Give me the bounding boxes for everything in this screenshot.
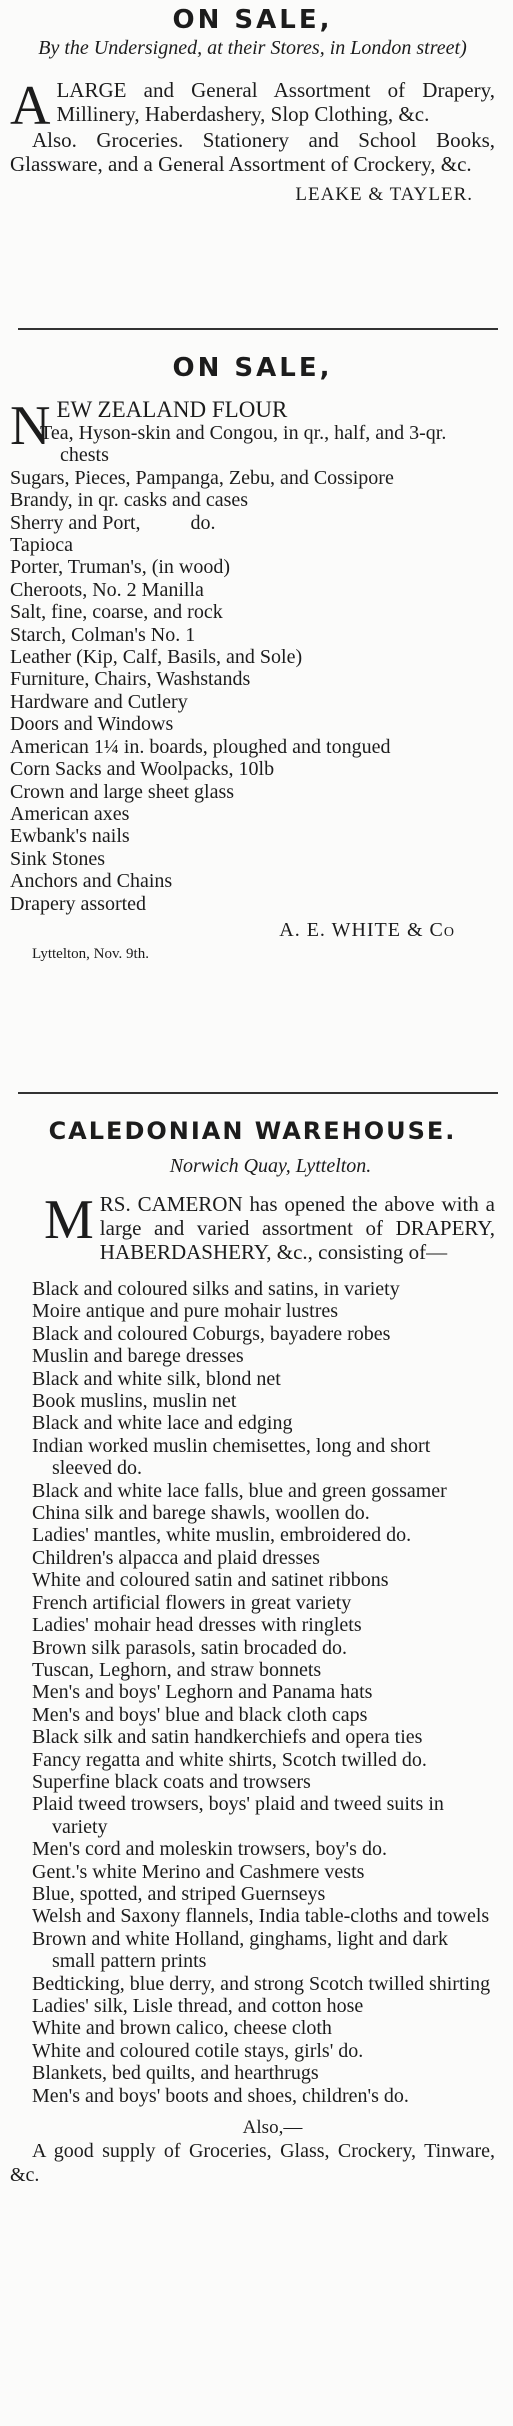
list-item: Ewbank's nails [10,825,130,848]
ad2-heading: ON SALE, [172,353,333,383]
list-item: Blue, spotted, and striped Guernseys [32,1882,326,1905]
list-item: Men's and boys' blue and black cloth caps [32,1703,368,1726]
ad2-dateline: Lyttelton, Nov. 9th. [32,945,149,962]
list-item: Superfine black coats and trowsers [32,1770,311,1793]
list-item: Children's alpacca and plaid dresses [32,1546,320,1569]
ad3-dropcap: M [44,1189,94,1251]
list-item: Ladies' mantles, white muslin, embroidered do. [32,1524,412,1547]
ad3-closing: A good supply of Groceries, Glass, Crockery, Tinware, &c. [10,2140,495,2187]
divider-2 [18,1092,498,1094]
list-item: Brown silk parasols, satin brocaded do. [32,1636,347,1659]
advertisement-leake-tayler [10,4,495,206]
ad3-item-list [10,1278,495,2107]
list-item: Tuscan, Leghorn, and straw bonnets [32,1658,322,1681]
advertisement-caledonian-warehouse [10,1116,495,2187]
list-item: Porter, Truman's, (in wood) [10,556,231,579]
list-item: Sugars, Pieces, Pampanga, Zebu, and Cossipore [10,466,394,489]
list-item: Starch, Colman's No. 1 [10,623,196,646]
list-item: White and coloured cotile stays, girls' do. [32,2039,364,2062]
list-item: Muslin and barege dresses [32,1345,244,1368]
list-item: Welsh and Saxony flannels, India table-cloths and towels [32,1905,490,1928]
list-item: White and brown calico, cheese cloth [32,2017,332,2040]
list-item: Furniture, Chairs, Washstands [10,668,251,691]
ad1-paragraph-1: LARGE and General Assortment of Drapery, Millinery, Haberdashery, Slop Clothing, &c. [56,78,495,126]
list-item: Men's and boys' Leghorn and Panama hats [32,1681,373,1704]
list-item: Brandy, in qr. casks and cases [10,489,249,512]
ad1-paragraph-2: Also. Groceries. Stationery and School Books, Glassware, and a General Assortment of Crockery, &c. [10,128,495,176]
list-item: Crown and large sheet glass [10,780,235,803]
list-item: Salt, fine, coarse, and rock [10,601,223,624]
list-item: China silk and barege shawls, woollen do. [32,1502,370,1525]
list-item: Plaid tweed trowsers, boys' plaid and tweed suits in variety [32,1793,444,1838]
list-item: Sherry and Port, do. [10,511,216,534]
list-item: Black silk and satin handkerchiefs and opera ties [32,1726,423,1749]
list-item: Doors and Windows [10,713,174,736]
list-item: Indian worked muslin chemisettes, long and short sleeved do. [32,1434,431,1480]
list-item: White and coloured satin and satinet ribbons [32,1569,389,1592]
ad2-body [10,395,495,963]
list-item: Black and white lace falls, blue and green gossamer [32,1479,447,1502]
list-item: Men's and boys' boots and shoes, children's do. [32,2084,409,2107]
list-item: Ladies' mohair head dresses with ringlets [32,1614,362,1637]
ad2-signature: A. E. WHITE & Co [279,918,455,941]
ad1-dropcap: A [10,75,51,137]
list-item: Corn Sacks and Woolpacks, 10lb [10,758,275,781]
ad3-intro: RS. CAMERON has opened the above with a large and varied assortment of DRAPERY, HABERDASHERY, &c., consisting of— [99,1192,495,1264]
list-item: Blankets, bed quilts, and hearthrugs [32,2062,319,2085]
ad2-item-list [10,422,495,915]
ad1-subheading: By the Undersigned, at their Stores, in London street) [38,37,467,59]
list-item: Fancy regatta and white shirts, Scotch twilled do. [32,1748,427,1771]
ad3-also: Also,— [242,2117,303,2139]
list-item: American axes [10,802,130,825]
list-item: Tapioca [10,534,74,557]
ad1-heading: ON SALE, [172,5,333,35]
list-item: Tea, Hyson-skin and Congou, in qr., half, and 3-qr. chests [40,422,447,467]
list-item: Black and coloured silks and satins, in variety [32,1278,400,1300]
list-item: Ladies' silk, Lisle thread, and cotton hose [32,1995,364,2017]
list-item: Leather (Kip, Calf, Basils, and Sole) [10,646,303,669]
list-item: Drapery assorted [10,892,147,915]
list-item: Black and white lace and edging [32,1412,293,1435]
list-item: Brown and white Holland, ginghams, light and dark small pattern prints [32,1927,449,1973]
list-item: Men's cord and moleskin trowsers, boy's do. [32,1838,387,1861]
ad1-body [10,75,495,206]
list-item: French artificial flowers in great variety [32,1591,352,1614]
advertisement-ae-white [10,352,495,963]
ad2-dropcap: N [10,395,51,457]
ad2-first-line: EW ZEALAND FLOUR [56,397,288,422]
divider-1 [18,328,498,330]
list-item: Black and coloured Coburgs, bayadere robes [32,1322,391,1345]
list-item: Black and white silk, blond net [32,1367,281,1390]
list-item: Sink Stones [10,847,106,870]
list-item: Gent.'s white Merino and Cashmere vests [32,1860,365,1883]
list-item: Cheroots, No. 2 Manilla [10,578,204,601]
list-item: Moire antique and pure mohair lustres [32,1300,339,1323]
list-item: American 1¼ in. boards, ploughed and tongued [10,735,391,758]
ad3-body [10,1189,495,2187]
ad3-location: Norwich Quay, Lyttelton. [169,1155,372,1177]
list-item: Book muslins, muslin net [32,1390,237,1413]
list-item: Hardware and Cutlery [10,690,188,713]
list-item: Bedticking, blue derry, and strong Scotch twilled shirting [32,1972,491,1995]
list-item: Anchors and Chains [10,870,173,893]
ad3-heading: CALEDONIAN WAREHOUSE. [48,1117,457,1145]
ad1-signature: LEAKE & TAYLER. [295,184,473,205]
